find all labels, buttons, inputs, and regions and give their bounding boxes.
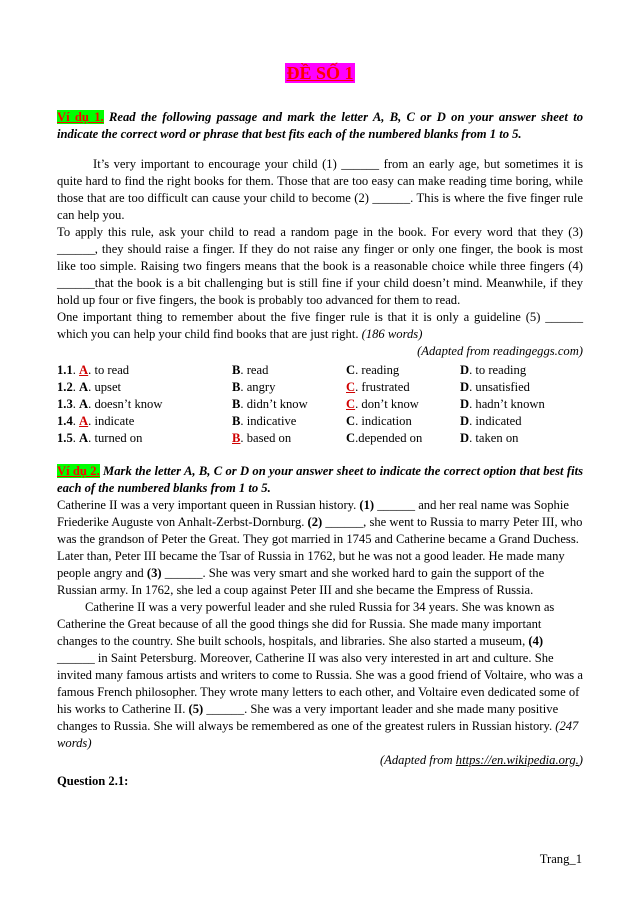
blank-number: (4) bbox=[528, 634, 544, 648]
selected-option-letter: B bbox=[232, 431, 241, 445]
passage-source: (Adapted from readingeggs.com) bbox=[417, 344, 583, 358]
answer-row bbox=[57, 430, 587, 447]
blank-number: (3) bbox=[146, 566, 162, 580]
answer-option[interactable]: B. didn’t know bbox=[232, 397, 308, 411]
passage-paragraph: To apply this rule, ask your child to read a random page in the book. For every word that they (3) ______, they should raise a finger. If they do not raise any finger or only one finger, the book is most like too simple. Raising two fingers means that the book is a reasonable choice while three fingers (4) ______that the book is a bit challenging but is still fine if your child doesn’t mind. Meanwhile, if they hold up four or five fingers, the book is probably too advanced for them to read. bbox=[57, 225, 583, 307]
option-text: to read bbox=[91, 363, 130, 377]
option-text: based on bbox=[243, 431, 292, 445]
option-text: depended on bbox=[358, 431, 423, 445]
question-number: 1.2 bbox=[57, 380, 73, 394]
answer-option[interactable]: 1.3. A. doesn’t know bbox=[57, 397, 163, 411]
blank-number: (2) bbox=[307, 515, 323, 529]
option-text: reading bbox=[358, 363, 400, 377]
option-letter: D bbox=[460, 363, 470, 377]
passage-paragraph: Catherine II was a very powerful leader and she ruled Russia for 34 years. She was known as Catherine the Great because of all the good things she did for Russia. She made many important changes to the country. She built schools, hospitals, and libraries. She also started a museum, (4) ______ in Saint Petersburg. Moreover, Catherine II was also very interested in art and culture. She invited many famous artists and writers to come to Russia. She was a good friend of Voltaire, who was a famous French philosopher. They wrote many letters to each other, and Voltaire even dedicated some of his works to Catherine II. (5) ______. She was a very important leader and she made many positive changes to Russia. She will always be remembered as one of the greatest rulers in Russian history. (247 words) bbox=[57, 600, 583, 750]
page-number: Trang_1 bbox=[539, 852, 582, 866]
selected-option-letter: C bbox=[346, 380, 356, 394]
selected-option-letter: A bbox=[79, 414, 89, 428]
exercise-2-instruction: Ví dụ 2. Mark the letter A, B, C or D on your answer sheet to indicate the correct option that best fits each of the numbered blanks from 1 to 5. bbox=[57, 464, 583, 495]
page-title: ĐỀ SỐ 1 bbox=[286, 63, 354, 83]
answer-option[interactable]: 1.2. A. upset bbox=[57, 380, 122, 394]
answer-option[interactable]: D. taken on bbox=[460, 431, 519, 445]
option-text: indication bbox=[358, 414, 412, 428]
option-letter: A bbox=[79, 380, 89, 394]
answer-option[interactable]: C. don’t know bbox=[346, 397, 419, 411]
passage-source: (Adapted from https://en.wikipedia.org.) bbox=[379, 753, 583, 767]
option-letter: A bbox=[79, 431, 89, 445]
option-text: unsatisfied bbox=[472, 380, 530, 394]
answer-option[interactable]: 1.4. A. indicate bbox=[57, 414, 135, 428]
question-heading: Question 2.1: bbox=[57, 774, 129, 788]
answer-option[interactable]: B. angry bbox=[232, 380, 276, 394]
exercise-1-instruction: Ví dụ 1. Read the following passage and mark the letter A, B, C or D on your answer sheet to indicate the correct word or phrase that best fits each of the numbered blanks from 1 to 5. bbox=[57, 110, 583, 141]
answer-option[interactable]: B. based on bbox=[232, 431, 292, 445]
option-text: angry bbox=[243, 380, 276, 394]
option-text: don’t know bbox=[358, 397, 419, 411]
exercise-2-label: Ví dụ 2. bbox=[57, 464, 100, 478]
option-text: doesn’t know bbox=[91, 397, 163, 411]
question-number: 1.1 bbox=[57, 363, 73, 377]
answer-option[interactable]: 1.5. A. turned on bbox=[57, 431, 143, 445]
question-number: 1.5 bbox=[57, 431, 73, 445]
word-count: (247 words) bbox=[57, 719, 579, 750]
answer-option[interactable]: C. indication bbox=[346, 414, 412, 428]
option-letter: B bbox=[232, 380, 241, 394]
option-letter: A bbox=[79, 397, 89, 411]
selected-option-letter: C bbox=[346, 397, 356, 411]
option-letter: B bbox=[232, 397, 241, 411]
passage-paragraph: Catherine II was a very important queen in Russian history. (1) ______ and her real name was Sophie Friederike Auguste von Anhalt-Zerbst-Dornburg. (2) ______, she went to Russia to marry Peter III, who was the grandson of Peter the Great. They got married in 1745 and Catherine became a Grand Duchess. Later than, Peter III became the Tsar of Russia in 1762, but he was not a good leader. He made many people angry and (3) ______. She was very smart and she worked hard to gain the support of the Russian army. In 1762, she led a coup against Peter III and she became the Empress of Russia. bbox=[57, 498, 583, 597]
option-text: upset bbox=[91, 380, 122, 394]
selected-option-letter: A bbox=[79, 363, 89, 377]
option-text: indicative bbox=[243, 414, 297, 428]
option-letter: D bbox=[460, 431, 470, 445]
option-text: turned on bbox=[91, 431, 143, 445]
passage-paragraph: It’s very important to encourage your child (1) ______ from an early age, but sometimes it is quite hard to find the right books for them. Those that are too easy can make reading time boring, while those that are too difficult can cause your child to become (2) ______. This is where the five finger rule can help you. bbox=[57, 157, 583, 222]
answer-options-table bbox=[57, 362, 587, 447]
option-letter: C bbox=[346, 431, 356, 445]
option-text: indicated bbox=[472, 414, 522, 428]
answer-row bbox=[57, 413, 587, 430]
answer-option[interactable]: D. to reading bbox=[460, 363, 527, 377]
option-text: read bbox=[243, 363, 269, 377]
answer-option[interactable]: 1.1. A. to read bbox=[57, 363, 130, 377]
answer-option[interactable]: D. indicated bbox=[460, 414, 522, 428]
answer-option[interactable]: D. unsatisfied bbox=[460, 380, 530, 394]
option-letter: C bbox=[346, 363, 356, 377]
answer-option[interactable]: C. reading bbox=[346, 363, 400, 377]
answer-row bbox=[57, 379, 587, 396]
answer-option[interactable]: B. indicative bbox=[232, 414, 297, 428]
answer-option[interactable]: C.depended on bbox=[346, 431, 423, 445]
answer-row bbox=[57, 396, 587, 413]
exercise-2-passage bbox=[57, 497, 583, 790]
exercise-1-passage bbox=[57, 156, 583, 360]
blank-number: (1) bbox=[359, 498, 375, 512]
option-text: to reading bbox=[472, 363, 527, 377]
option-letter: D bbox=[460, 414, 470, 428]
word-count: (186 words) bbox=[358, 327, 423, 341]
option-letter: B bbox=[232, 414, 241, 428]
option-text: indicate bbox=[91, 414, 135, 428]
option-letter: B bbox=[232, 363, 241, 377]
option-text: didn’t know bbox=[243, 397, 308, 411]
answer-option[interactable]: C. frustrated bbox=[346, 380, 410, 394]
option-letter: D bbox=[460, 380, 470, 394]
option-letter: C bbox=[346, 414, 356, 428]
answer-row bbox=[57, 362, 587, 379]
blank-number: (5) bbox=[188, 702, 204, 716]
option-letter: D bbox=[460, 397, 470, 411]
option-text: taken on bbox=[472, 431, 519, 445]
answer-option[interactable]: B. read bbox=[232, 363, 269, 377]
exercise-1-label: Ví dụ 1. bbox=[57, 110, 104, 124]
option-text: hadn’t known bbox=[472, 397, 545, 411]
question-number: 1.4 bbox=[57, 414, 73, 428]
passage-paragraph: One important thing to remember about the five finger rule is that it is only a guideline (5) ______ which you can help your child find books that are just right. (186 words) bbox=[57, 310, 583, 341]
option-text: frustrated bbox=[358, 380, 410, 394]
answer-option[interactable]: D. hadn’t known bbox=[460, 397, 545, 411]
question-number: 1.3 bbox=[57, 397, 73, 411]
source-link[interactable]: https://en.wikipedia.org. bbox=[455, 753, 579, 767]
